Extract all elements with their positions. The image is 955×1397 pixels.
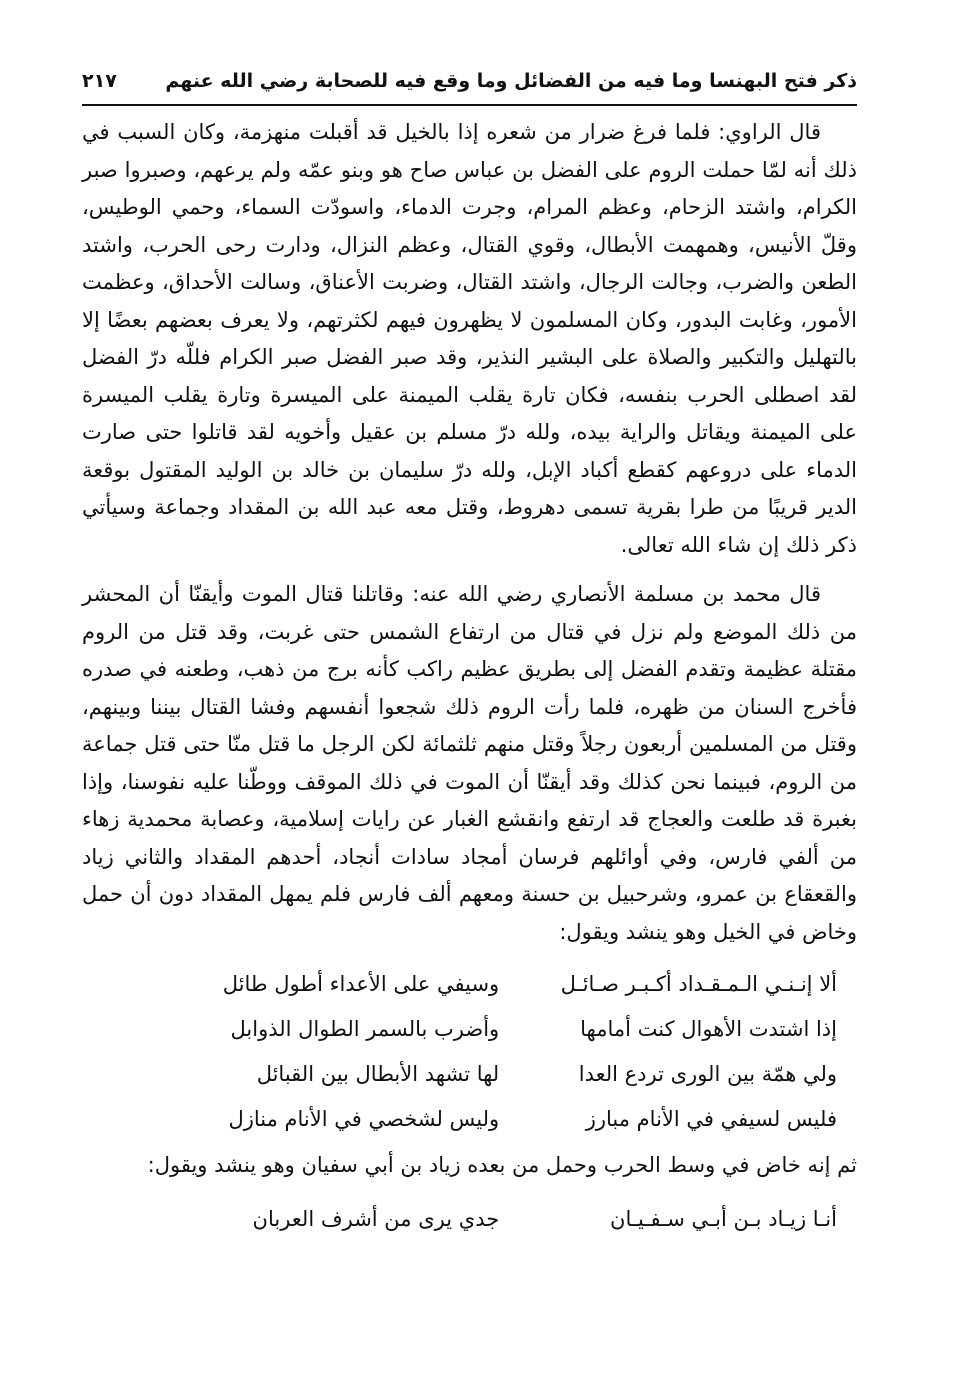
running-header (82, 60, 857, 106)
page-number: ٢١٧ (82, 70, 117, 92)
paragraph-text: قال محمد بن مسلمة الأنصاري رضي الله عنه: وقاتلنا قتال الموت وأيقنّا أن المحشر من ذلك الموضع ولم نزل في قتال من ارتفاع الشمس حتى غربت، وقد قتل من الروم مقتلة عظيمة وتقدم الفضل إلى بطريق عظيم راكب كأنه برج من ذهب، وطعنه في صدره فأخرج السنان من ظهره، فلما رأت الروم ذلك شجعوا أنفسهم وفشا القتال بيننا وبينهم، وقتل من المسلمين أربعون رجلاً وقتل منهم ثلثمائة لكن الرجل ما قتل منّا حتى قتل جماعة من الروم، فبينما نحن كذلك وقد أيقنّا أن الموت في ذلك الموقف ووطّنا عليه نفوسنا، وإذا بغبرة قد طلعت والعجاج قد ارتفع وانقشع الغبار عن رايات إسلامية، وعصابة محمدية زهاء من ألفي فارس، وفي أوائلهم فرسان أمجاد سادات أنجاد، أحدهم المقداد والثاني زياد والقعقاع بن عمرو، وشرحبيل بن حسنة ومعهم ألف فارس فلم يمهل المقداد دون أن حمل وخاض في الخيل وهو ينشد ويقول: (82, 582, 857, 944)
paragraph-text: قال الراوي: فلما فرغ ضرار من شعره إذا بالخيل قد أقبلت منهزمة، وكان السبب في ذلك أنه لمّا حملت الروم على الفضل بن عباس صاح هو وبنو عمّه ولم يرعهم، وصبروا صبر الكرام، واشتد الزحام، وعظم المرام، وجرت الدماء، واسودّت السماء، وحمي الوطيس، وقلّ الأنيس، وهمهمت الأبطال، وقوي القتال، وعظم النزال، ودارت رحى الحرب، واشتد الطعن والضرب، وجالت الرجال، واشتد القتال، وضربت الأعناق، وسالت الأحداق، وعظمت الأمور، وغابت البدور، وكان المسلمون لا يظهرون فيهم لكثرتهم، ولا يعرف بعضهم بعضًا إلا بالتهليل والتكبير والصلاة على البشير النذير، وقد صبر الفضل صبر الكرام فللّه درّ الفضل لقد اصطلى الحرب بنفسه، فكان تارة يقلب الميمنة على الميسرة وتارة يقلب الميسرة على الميمنة ويقاتل والراية بيده، ولله درّ مسلم بن عقيل وأخويه لقد قاتلوا حتى صارت الدماء على دروعهم كقطع أكباد الإبل، ولله درّ سليمان بن خالد بن الوليد المقتول بوقعة الدير قريبًا من طرا بقرية تسمى دهروط، وقتل معه عبد الله بن المقداد وجماعة وسيأتي ذكر ذلك إن شاء الله تعالى. (82, 120, 857, 557)
verse-second-hemistich: لها تشهد الأبطال بين القبائل (256, 1061, 500, 1086)
poem-verse (82, 961, 857, 1006)
book-page (82, 60, 857, 1242)
paragraph (82, 576, 857, 951)
verse-second-hemistich: وليس لشخصي في الأنام منازل (228, 1106, 500, 1131)
poem-verse (82, 1096, 857, 1141)
poem-verse (82, 1197, 857, 1242)
verse-first-hemistich: ألا إنـنـي الـمـقـداد أكـبـر صـائـل (560, 971, 837, 996)
paragraph-text: ثم إنه خاض في وسط الحرب وحمل من بعده زياد بن أبي سفيان وهو ينشد ويقول: (147, 1153, 857, 1177)
poem-verse (82, 1006, 857, 1051)
header-title: ذكر فتح البهنسا وما فيه من الفضائل وما وقع فيه للصحابة رضي الله عنهم (165, 70, 857, 92)
verse-second-hemistich: وأضرب بالسمر الطوال الذوابل (230, 1016, 500, 1041)
paragraph (82, 114, 857, 564)
verse-second-hemistich: وسيفي على الأعداء أطول طائل (222, 971, 500, 996)
verse-first-hemistich: ولي همّة بين الورى تردع العدا (578, 1061, 837, 1086)
poem-block (82, 1197, 857, 1242)
verse-second-hemistich: جدي يرى من أشرف العربان (252, 1207, 500, 1231)
verse-first-hemistich: إذا اشتدت الأهوال كنت أمامها (580, 1016, 837, 1041)
poem-verse (82, 1051, 857, 1096)
poem-block (82, 961, 857, 1141)
verse-first-hemistich: فليس لسيفي في الأنام مبارز (585, 1106, 837, 1131)
paragraph (82, 1147, 857, 1185)
verse-first-hemistich: أنـا زيـاد بـن أبـي سـفـيـان (610, 1207, 837, 1231)
